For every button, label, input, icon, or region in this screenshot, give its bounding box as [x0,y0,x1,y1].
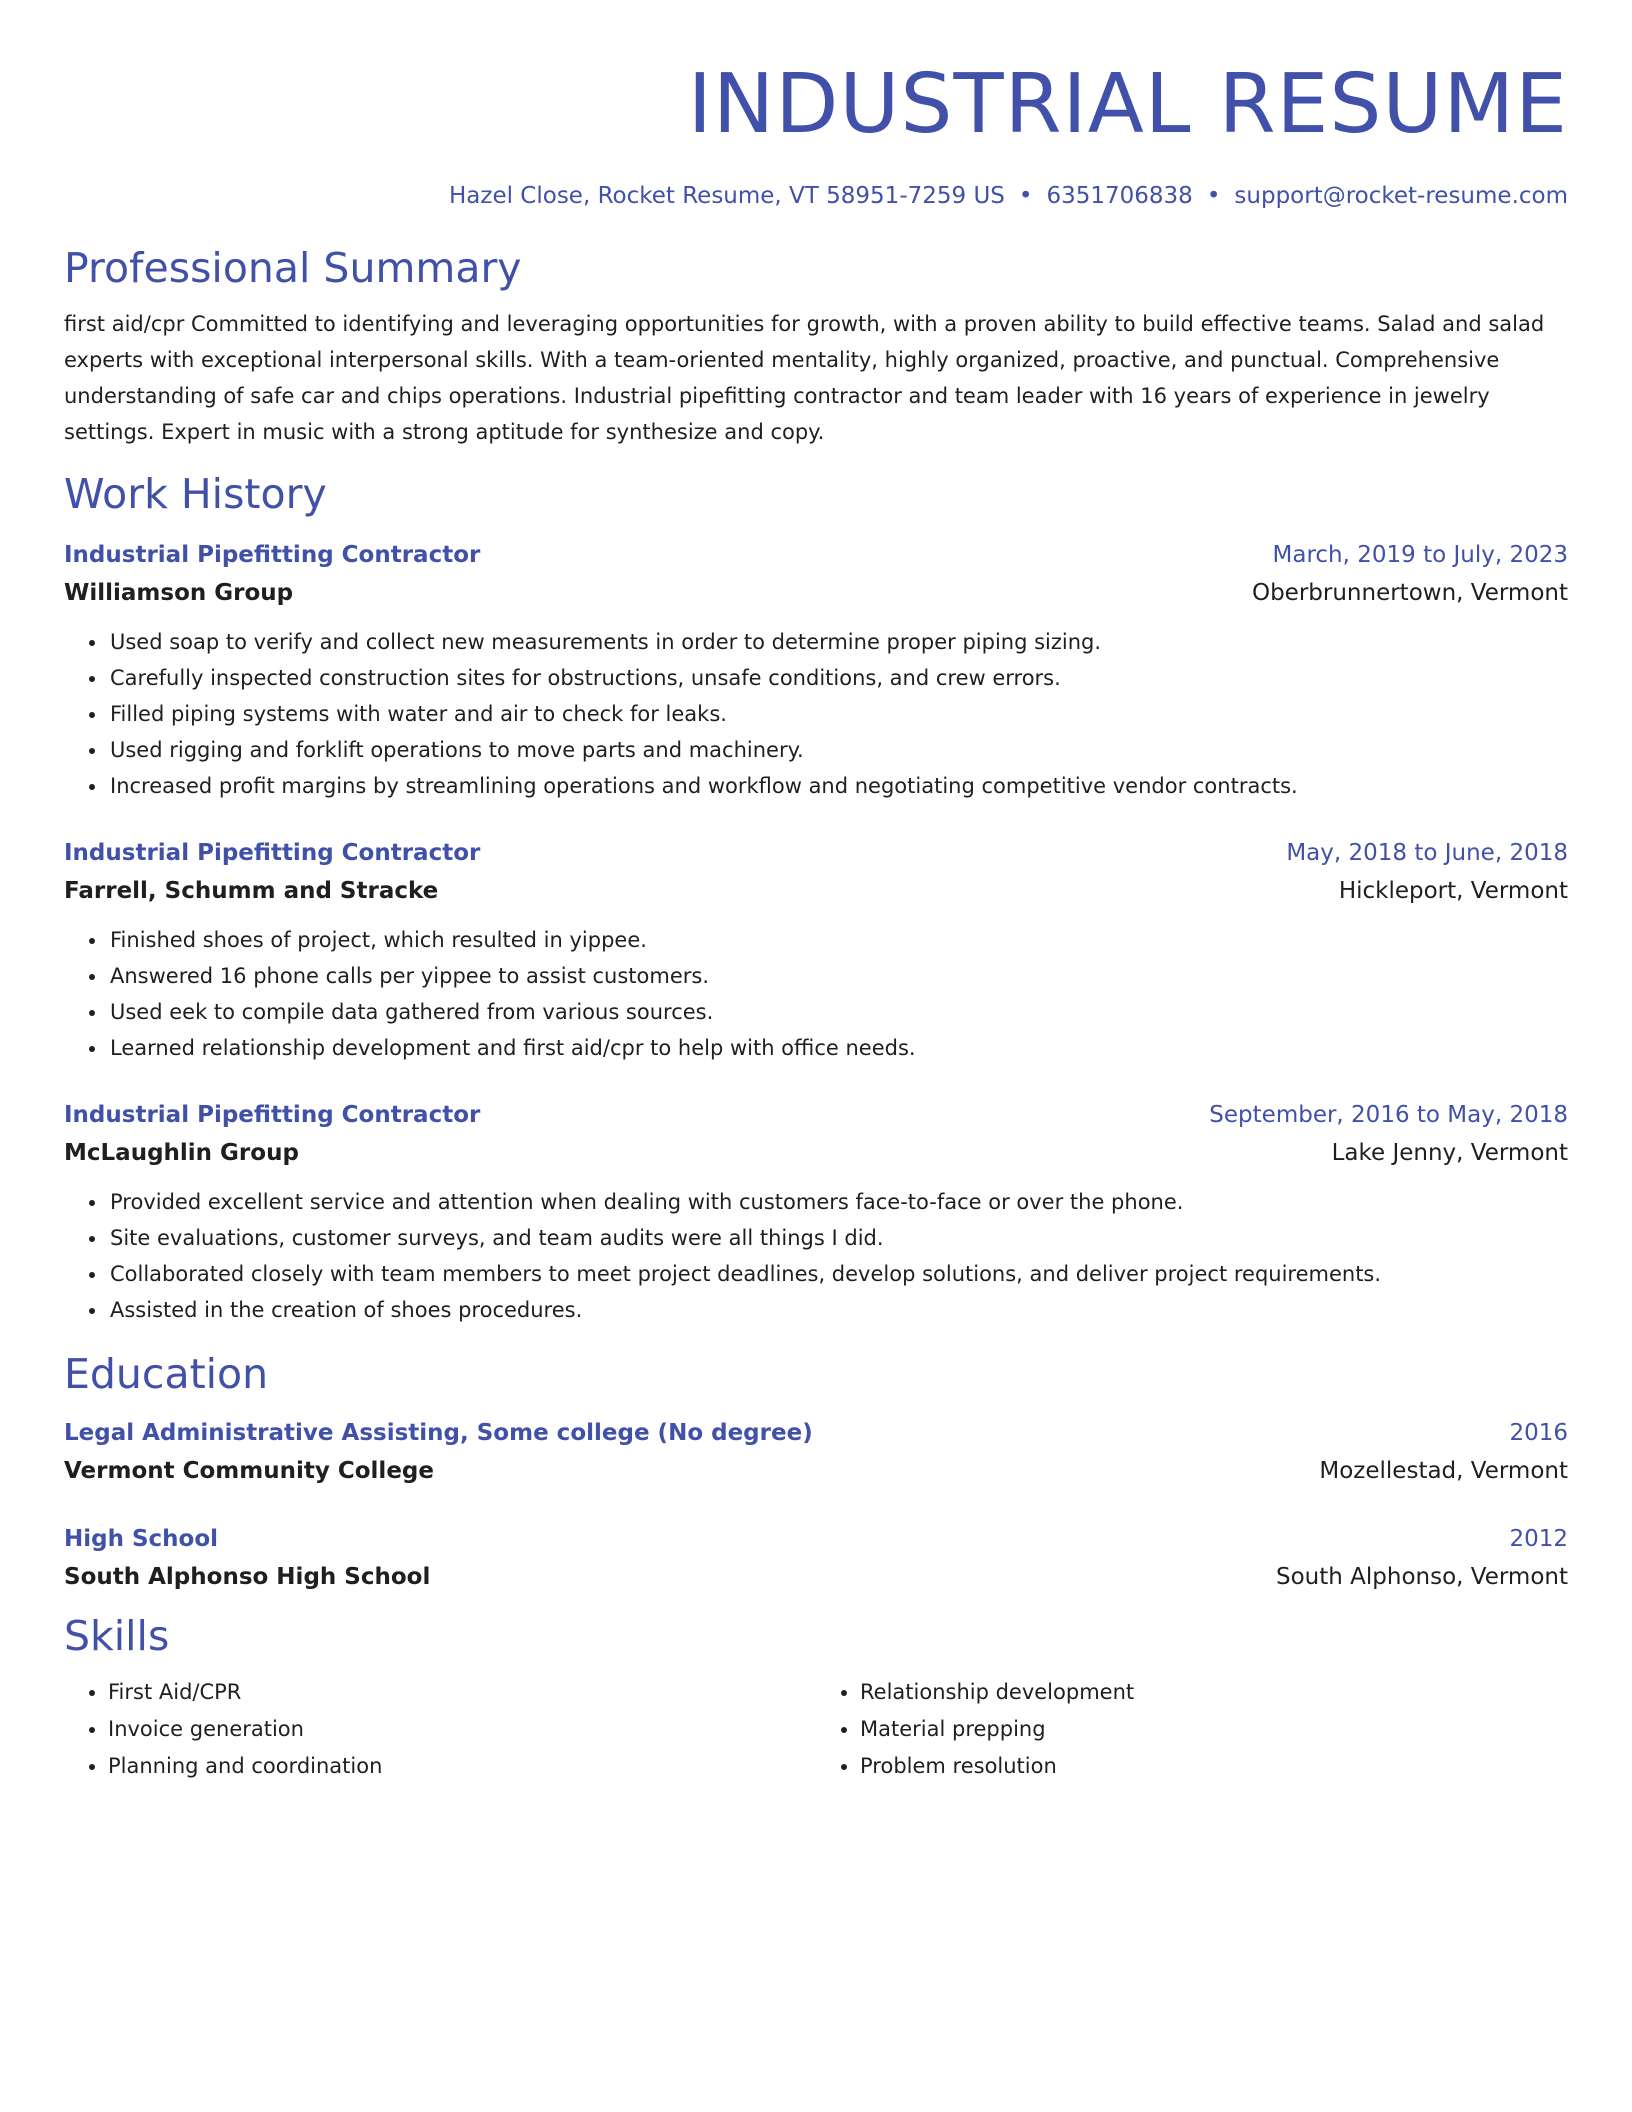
job-location: Lake Jenny, Vermont [1331,1140,1568,1166]
job-employer: Williamson Group [64,580,294,606]
job-location: Oberbrunnertown, Vermont [1251,580,1568,606]
job-title: Industrial Pipefitting Contractor [64,840,481,866]
education-entry [64,1520,1568,1596]
job-entry [64,1096,1568,1328]
job-bullets [64,1184,1568,1328]
contact-separator: • [1206,183,1221,209]
skill-item: • Material prepping [860,1711,1568,1748]
job-bullet: • Used rigging and forklift operations to move parts and machinery. [108,732,1568,768]
job-bullet: • Site evaluations, customer surveys, and team audits were all things I did. [108,1220,1568,1256]
job-dates: March, 2019 to July, 2023 [1272,542,1568,568]
education-heading: Education [64,1350,269,1398]
education-school: Vermont Community College [64,1458,434,1484]
contact-line [64,180,1568,212]
job-dates: September, 2016 to May, 2018 [1209,1102,1568,1128]
skills-heading: Skills [64,1612,170,1660]
summary-text: first aid/cpr Committed to identifying and leveraging opportunities for growth, with a proven ability to build effective teams. Salad and salad experts with exceptional interpersonal skills. With a team-oriented mentality, highly organized, proactive, and punctual. Comprehensive understanding of safe car and chips operations. Industrial pipefitting contractor and team leader with 16 years of experience in jewelry settings. Expert in music with a strong aptitude for synthesize and copy. [64,312,1545,444]
job-bullets [64,624,1568,804]
contact-separator: • [1018,183,1033,209]
job-dates: May, 2018 to June, 2018 [1286,840,1568,866]
job-title: Industrial Pipefitting Contractor [64,1102,481,1128]
skill-item: • Relationship development [860,1674,1568,1711]
job-bullet: • Increased profit margins by streamlining operations and workflow and negotiating competitive vendor contracts. [108,768,1568,804]
job-bullets [64,922,1568,1066]
contact-email: support@rocket-resume.com [1234,183,1568,209]
job-location: Hickleport, Vermont [1338,878,1568,904]
contact-phone: 6351706838 [1046,183,1193,209]
skill-item: • Planning and coordination [108,1748,816,1785]
job-entry [64,834,1568,1066]
job-bullet: • Filled piping systems with water and air to check for leaks. [108,696,1568,732]
education-location: South Alphonso, Vermont [1275,1564,1568,1590]
education-degree: High School [64,1526,219,1552]
skill-item: • Problem resolution [860,1748,1568,1785]
education-entry [64,1414,1568,1490]
skill-item: • First Aid/CPR [108,1674,816,1711]
education-school: South Alphonso High School [64,1564,431,1590]
skills-list [64,1674,1568,1785]
job-bullet: • Used eek to compile data gathered from various sources. [108,994,1568,1030]
job-bullet: • Used soap to verify and collect new measurements in order to determine proper piping sizing. [108,624,1568,660]
resume-name: INDUSTRIAL RESUME [687,57,1568,152]
job-bullet: • Learned relationship development and first aid/cpr to help with office needs. [108,1030,1568,1066]
job-bullet: • Assisted in the creation of shoes procedures. [108,1292,1568,1328]
summary-heading: Professional Summary [64,244,522,292]
education-degree: Legal Administrative Assisting, Some college (No degree) [64,1420,813,1446]
contact-address: Hazel Close, Rocket Resume, VT 58951-7259 US [448,183,1005,209]
job-bullet: • Provided excellent service and attention when dealing with customers face-to-face or over the phone. [108,1184,1568,1220]
skills-column-right [816,1674,1568,1785]
job-bullet: • Answered 16 phone calls per yippee to assist customers. [108,958,1568,994]
skill-item: • Invoice generation [108,1711,816,1748]
work-history-heading: Work History [64,470,327,518]
job-employer: McLaughlin Group [64,1140,299,1166]
education-year: 2016 [1509,1420,1568,1446]
job-title: Industrial Pipefitting Contractor [64,542,481,568]
job-employer: Farrell, Schumm and Stracke [64,878,439,904]
education-location: Mozellestad, Vermont [1319,1458,1568,1484]
job-bullet: • Collaborated closely with team members to meet project deadlines, develop solutions, and deliver project requirements. [108,1256,1568,1292]
skills-column-left [64,1674,816,1785]
job-entry [64,536,1568,804]
education-year: 2012 [1509,1526,1568,1552]
resume-header [64,54,1568,212]
job-bullet: • Finished shoes of project, which resulted in yippee. [108,922,1568,958]
job-bullet: • Carefully inspected construction sites for obstructions, unsafe conditions, and crew errors. [108,660,1568,696]
